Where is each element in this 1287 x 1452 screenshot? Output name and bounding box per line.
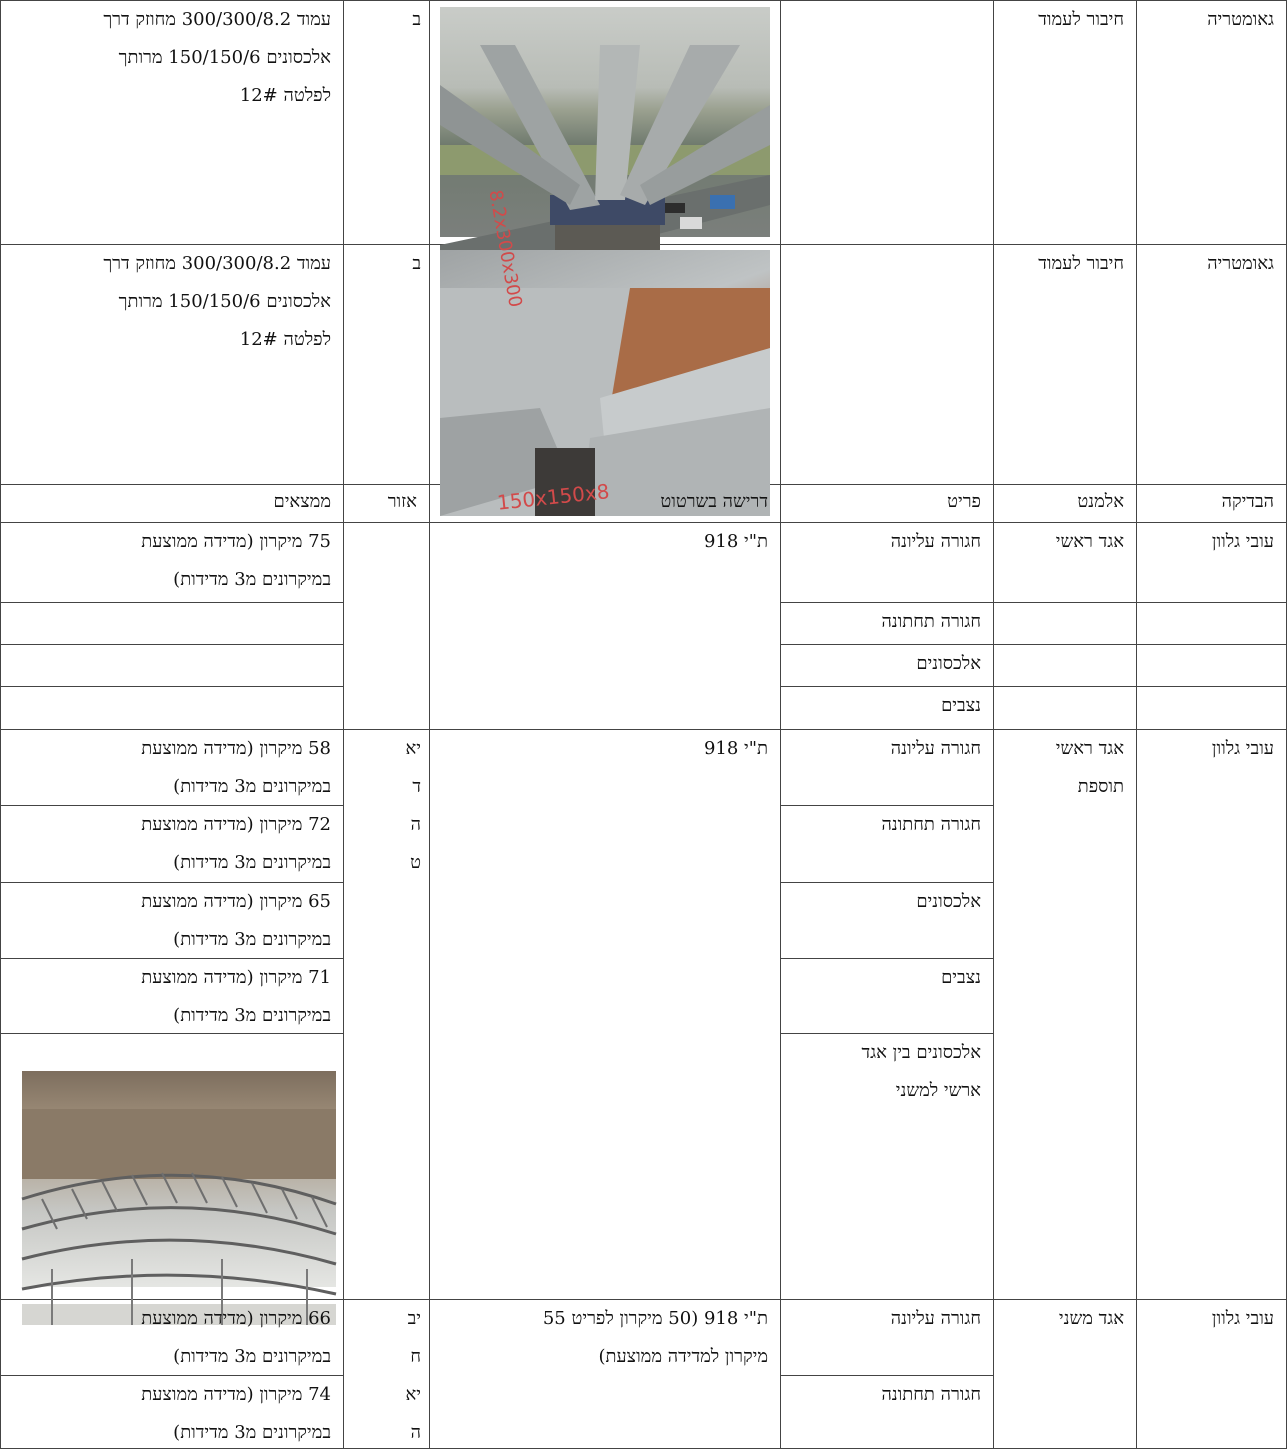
item-cell: אלכסונים	[781, 883, 994, 959]
header-findings: ממצאים	[0, 485, 344, 523]
findings-cell: עמוד 300/300/8.2 מחוזק דרך אלכסונים 150/150/6 מרותך לפלטה 12#	[0, 245, 344, 485]
header-requirement: דרישה בשרטוט	[430, 485, 781, 523]
element-cell: חיבור לעמוד	[994, 0, 1137, 245]
element-cell: חיבור לעמוד	[994, 245, 1137, 485]
item-cell	[781, 0, 994, 245]
item-cell: חגורה תחתונה	[781, 1376, 994, 1449]
item-cell: חגורה תחתונה	[781, 806, 994, 883]
findings-cell-empty	[0, 645, 344, 687]
roof-truss-illustration	[22, 1109, 336, 1325]
weld-closeup-illustration	[440, 188, 770, 516]
requirement-cell: ת"י 918 (50 מיקרון לפריט 55 מיקרון למדידה ממוצעת)	[430, 1300, 781, 1449]
findings-cell: 58 מיקרון (מדידה ממוצעת במיקרונים מ3 מדידות)	[0, 730, 344, 806]
header-zone: אזור	[344, 485, 430, 523]
svg-text:8.2x300x300: 8.2x300x300	[484, 188, 526, 309]
inspection-cell-empty	[1137, 603, 1287, 645]
element-cell-empty	[994, 645, 1137, 687]
findings-cell: 74 מיקרון (מדידה ממוצעת במיקרונים מ3 מדידות)	[0, 1376, 344, 1449]
findings-cell: 65 מיקרון (מדידה ממוצעת במיקרונים מ3 מדידות)	[0, 883, 344, 959]
inspection-cell-empty	[1137, 687, 1287, 730]
roof-truss-photo	[22, 1071, 336, 1287]
inspection-cell: עובי גלוון	[1137, 730, 1287, 1300]
zone-cell: יב ח יא ה	[344, 1300, 430, 1449]
inspection-cell: גאומטריה	[1137, 0, 1287, 245]
requirement-cell: ת"י 918	[430, 523, 781, 730]
inspection-cell: עובי גלוון	[1137, 523, 1287, 603]
svg-text:150x150x8: 150x150x8	[495, 479, 611, 515]
findings-cell: 72 מיקרון (מדידה ממוצעת במיקרונים מ3 מדידות)	[0, 806, 344, 883]
element-cell: אגד משני	[994, 1300, 1137, 1449]
zone-cell-empty	[344, 523, 430, 730]
element-cell-empty	[994, 603, 1137, 645]
inspection-cell: גאומטריה	[1137, 245, 1287, 485]
header-element: אלמנט	[994, 485, 1137, 523]
requirement-cell: ת"י 918	[430, 730, 781, 1300]
inspection-cell: עובי גלוון	[1137, 1300, 1287, 1449]
item-cell: חגורה עליונה	[781, 523, 994, 603]
findings-cell-empty	[0, 603, 344, 645]
item-cell	[781, 245, 994, 485]
column-junction-illustration	[440, 45, 770, 275]
findings-cell: 75 מיקרון (מדידה ממוצעת במיקרונים מ3 מדידות)	[0, 523, 344, 603]
zone-cell: ב	[344, 0, 430, 245]
element-cell: אגד ראשי תוספת	[994, 730, 1137, 1300]
findings-cell: 71 מיקרון (מדידה ממוצעת במיקרונים מ3 מדידות)	[0, 959, 344, 1034]
findings-cell: 66 מיקרון (מדידה ממוצעת במיקרונים מ3 מדידות)	[0, 1300, 344, 1376]
findings-cell-empty	[0, 687, 344, 730]
findings-cell: עמוד 300/300/8.2 מחוזק דרך אלכסונים 150/150/6 מרותך לפלטה 12#	[0, 0, 344, 245]
element-cell-empty	[994, 687, 1137, 730]
photo-cell	[430, 0, 781, 245]
item-cell: חגורה עליונה	[781, 1300, 994, 1376]
item-cell: אלכסונים	[781, 645, 994, 687]
item-cell: חגורה עליונה	[781, 730, 994, 806]
header-item: פריט	[781, 485, 994, 523]
findings-cell-with-photo	[0, 1034, 344, 1300]
item-cell: נצבים	[781, 687, 994, 730]
inspection-cell-empty	[1137, 645, 1287, 687]
item-cell: נצבים	[781, 959, 994, 1034]
header-inspection: הבדיקה	[1137, 485, 1287, 523]
element-cell: אגד ראשי	[994, 523, 1137, 603]
item-cell: חגורה תחתונה	[781, 603, 994, 645]
item-cell: אלכסונים בין אגד ארשי למשני	[781, 1034, 994, 1300]
zone-cell: ב	[344, 245, 430, 485]
zone-cell: יא ד ה ט	[344, 730, 430, 1300]
